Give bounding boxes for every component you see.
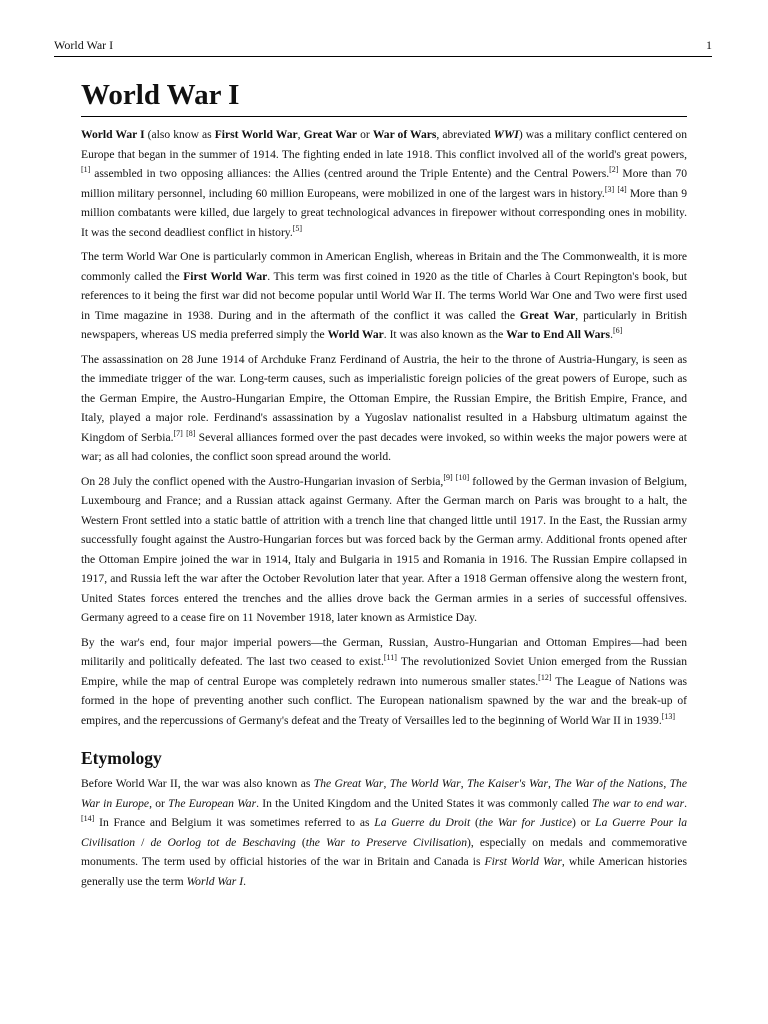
- text-run: . In the United Kingdom and the United States it was commonly called: [256, 796, 592, 810]
- citation-link[interactable]: [3]: [604, 184, 615, 194]
- text-run: ) or: [572, 816, 596, 829]
- text-run: . This term was first coined in 1920 as the title of Charles à Court Repington's book, but references to it being the first war did not become popular until World War II. The terms World War One and Two were first used in Time magazine in 1938. During and in the aftermath of the conflict it was called the: [81, 269, 687, 322]
- citation-link[interactable]: [11]: [383, 653, 397, 662]
- text-run: The term World War One is particularly common in American English, whereas in Britain and the The Commonwealth, it is more commonly called the: [81, 250, 687, 283]
- italic-term: the War for Justice: [478, 816, 573, 829]
- italic-term: La Guerre du Droit: [374, 816, 471, 829]
- citation-link[interactable]: [13]: [661, 711, 676, 721]
- citation-link[interactable]: [6]: [612, 326, 623, 335]
- text-run: ,: [547, 777, 555, 790]
- bold-term: World War: [327, 328, 384, 341]
- italic-term: First World War: [484, 855, 562, 868]
- italic-term: The War of the Nations: [554, 777, 664, 790]
- text-run: (: [470, 816, 479, 829]
- italic-term: The Kaiser's War: [466, 777, 548, 790]
- bold-term: Great War: [303, 128, 358, 141]
- causes-paragraph: [81, 350, 687, 467]
- etymology-paragraph: [81, 774, 687, 891]
- italic-term: The World War: [389, 777, 461, 790]
- text-run: By the war's end, four major imperial powers—the German, Russian, Austro-Hungarian and Ottoman Empires—had been militarily and politically defeated. The last two ceased to exist.: [81, 635, 687, 668]
- intro-paragraph: [81, 125, 687, 242]
- text-run: (: [295, 835, 306, 849]
- italic-term: The War in Europe: [81, 777, 687, 810]
- italic-term: the War to Preserve Civilisation: [305, 835, 468, 849]
- bold-term: War to End All Wars: [506, 328, 611, 341]
- text-run: On 28 July the conflict opened with the Austro-Hungarian invasion of Serbia,: [81, 474, 444, 488]
- citation-link[interactable]: [8]: [186, 428, 196, 438]
- bold-term: First World War: [214, 128, 298, 141]
- page-number: 1: [706, 38, 712, 52]
- italic-term: de Oorlog tot de Beschaving: [150, 835, 296, 849]
- text-run: ,: [663, 777, 670, 790]
- bold-term: World War I: [81, 128, 145, 141]
- italic-term: The European War: [168, 796, 257, 810]
- text-run: , or: [149, 796, 169, 810]
- running-header-title: World War I: [54, 38, 114, 52]
- italic-term: World War I: [186, 874, 244, 888]
- terminology-paragraph: [81, 247, 687, 345]
- text-run: The League of Nations was formed in the hope of preventing another such conflict. The European nationalism spawned by the war and the break-up of empires, and the repercussions of Germany's defeat and the Treaty of Versailles led to the beginning of World War II in 1939.: [81, 674, 687, 727]
- text-run: assembled in two opposing alliances: the Allies (centred around the Triple Entente) and the Central Powers.: [90, 167, 610, 180]
- text-run: .: [684, 796, 687, 810]
- citation-link[interactable]: [12]: [538, 672, 552, 682]
- text-run: followed by the German invasion of Belgium, Luxembourg and France; and a Russian attack against Germany. After the German march on Paris was brought to a halt, the Western Front settled into a static battle of attrition with a trench line that changed little until 1917. In the East, the Russian army successfully fought against the Austro-Hungarian forces but was forced back by the German army. Additional fronts opened after the Ottoman Empire joined the war in 1914, Italy and Bulgaria in 1915 and Romania in 1916. The Russian Empire collapsed in 1917, and Russia left the war after the October Revolution later that year. After a 1918 German offensive along the western front, United States forces entered the trenches and the allies drove back the German armies in a series of successful offensives. Germany agreed to a cease fire on 11 November 1918, later known as Armistice Day.: [81, 474, 687, 624]
- aftermath-paragraph: [81, 633, 687, 731]
- citation-link[interactable]: [1]: [81, 165, 91, 174]
- bold-italic-term: WWI: [493, 128, 519, 141]
- text-run: ), especially on medals and commemorative monuments. The term used by official histories of the war in Britain and Canada is: [81, 835, 688, 868]
- italic-term: La Guerre Pour la Civilisation: [81, 816, 687, 849]
- citation-link[interactable]: [9]: [443, 472, 453, 482]
- citation-link[interactable]: [14]: [81, 814, 95, 823]
- course-paragraph: [81, 472, 687, 628]
- article-title: World War I: [81, 78, 687, 117]
- citation-link[interactable]: [2]: [609, 165, 619, 174]
- text-run: . It was also known as the: [383, 328, 507, 341]
- text-run: ,: [297, 128, 304, 141]
- italic-term: The Great War: [313, 777, 384, 790]
- text-run: /: [135, 835, 151, 849]
- text-run: , while American histories generally use the term: [81, 855, 687, 888]
- text-run: ) was a military conflict centered on Europe that began in the summer of 1914. The fighting ended in late 1918. This conflict involved all of the world's great powers,: [81, 128, 688, 161]
- text-run: , abreviated: [436, 128, 494, 141]
- article-body: [81, 78, 687, 891]
- bold-term: First World War: [183, 269, 268, 283]
- text-run: Before World War II, the war was also known as: [81, 777, 314, 790]
- text-run: The assassination on 28 June 1914 of Archduke Franz Ferdinand of Austria, the heir to the throne of Austria-Hungary, is seen as the immediate trigger of the war. Long-term causes, such as imperialistic foreign policies of the great powers of Europe, such as the German Empire, the Austro-Hungarian Empire, the Ottoman Empire, the Russian Empire, the British Empire, France, and Italy, played a major role. Ferdinand's assassination by a Yugoslav nationalist resulted in a Habsburg ultimatum against the Kingdom of Serbia.: [81, 352, 687, 444]
- text-run: In France and Belgium it was sometimes referred to as: [94, 816, 375, 829]
- italic-term: The war to end war: [591, 796, 685, 810]
- text-run: (also know as: [144, 128, 215, 141]
- citation-link[interactable]: [10]: [455, 472, 470, 482]
- text-run: ,: [383, 777, 390, 790]
- text-run: or: [357, 128, 373, 141]
- citation-link[interactable]: [5]: [292, 223, 303, 233]
- text-run: ,: [460, 777, 467, 790]
- citation-link[interactable]: [7]: [173, 428, 183, 438]
- section-heading-etymology: Etymology: [81, 748, 162, 768]
- text-run: The revolutionized Soviet Union emerged from the Russian Empire, while the map of central Europe was completely redrawn into numerous smaller states.: [81, 655, 687, 688]
- bold-term: Great War: [519, 308, 576, 322]
- text-run: More than 9 million combatants were killed, due largely to great technological advances in firepower without corresponding ones in mobility. It was the second deadliest conflict in history.: [81, 186, 687, 239]
- text-run: .: [243, 874, 246, 888]
- citation-link[interactable]: [4]: [617, 184, 627, 194]
- text-run: .: [610, 328, 613, 341]
- bold-term: War of Wars: [372, 128, 437, 141]
- running-header: [54, 38, 712, 57]
- text-run: More than 70 million military personnel, including 60 million Europeans, were mobilized in one of the largest wars in history.: [81, 167, 687, 200]
- text-run: Several alliances formed over the past decades were invoked, so within weeks the major powers were at war; as all had colonies, the conflict soon spread around the world.: [81, 430, 687, 463]
- text-run: , particularly in British newspapers, whereas US media preferred simply the: [81, 308, 688, 341]
